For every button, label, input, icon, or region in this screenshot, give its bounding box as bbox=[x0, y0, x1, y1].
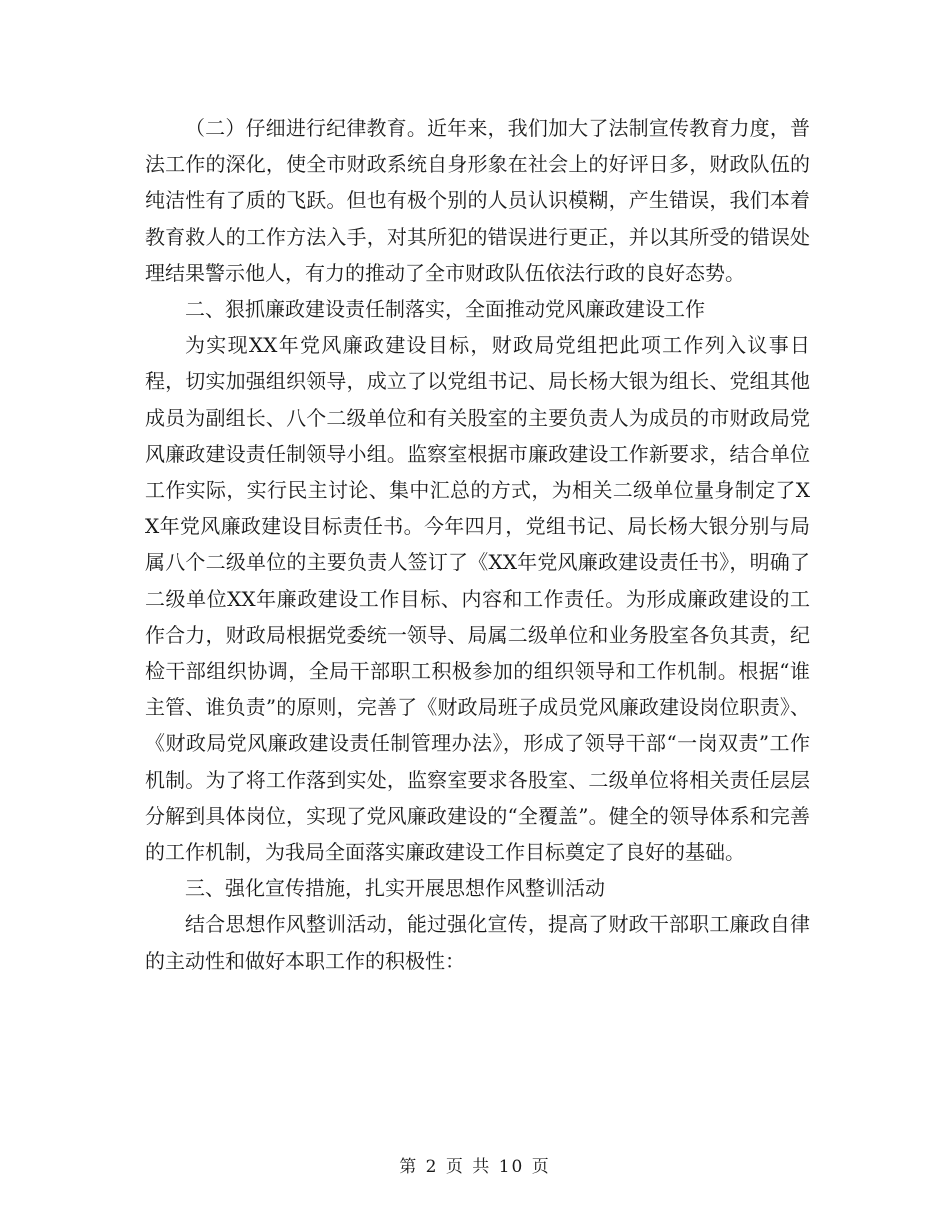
section-heading-3: 三、强化宣传措施，扎实开展思想作风整训活动 bbox=[185, 876, 605, 901]
section-heading-2: 二、狠抓廉政建设责任制落实，全面推动党风廉政建设工作 bbox=[185, 297, 705, 322]
paragraph-discipline-education: （二）仔细进行纪律教育。近年来，我们加大了法制宣传教育力度，普法工作的深化，使全市财政系统自身形象在社会上的好评日多，财政队伍的纯洁性有了质的飞跃。但也有极个别的人员认识模糊，产生错误，我们本着教育救人的工作方法入手，对其所犯的错误进行更正，并以其所受的错误处理结果警示他人，有力的推动了全市财政队伍依法行政的良好态势。 bbox=[145, 116, 810, 285]
paragraph-responsibility-system: 为实现XX年党风廉政建设目标，财政局党组把此项工作列入议事日程，切实加强组织领导，成立了以党组书记、局长杨大银为组长、党组其他成员为副组长、八个二级单位和有关股室的主要负责人为成员的市财政局党风廉政建设责任制领导小组。监察室根据市廉政建设工作新要求，结合单位工作实际，实行民主讨论、集中汇总的方式，为相关二级单位量身制定了XX年党风廉政建设目标责任书。今年四月，党组书记、局长杨大银分别与局属八个二级单位的主要负责人签订了《XX年党风廉政建设责任书》，明确了二级单位XX年廉政建设工作目标、内容和工作责任。为形成廉政建设的工作合力，财政局根据党委统一领导、局属二级单位和业务股室各负其责，纪检干部组织协调，全局干部职工积极参加的组织领导和工作机制。根据“谁主管、谁负责”的原则，完善了《财政局班子成员党风廉政建设岗位职责》、《财政局党风廉政建设责任制管理办法》，形成了领导干部“一岗双责”工作机制。为了将工作落到实处，监察室要求各股室、二级单位将相关责任层层分解到具体岗位，实现了党风廉政建设的“全覆盖”。健全的领导体系和完善的工作机制，为我局全面落实廉政建设工作目标奠定了良好的基础。 bbox=[145, 333, 810, 865]
paragraph-propaganda-measures: 结合思想作风整训活动，能过强化宣传，提高了财政干部职工廉政自律的主动性和做好本职工作的积极性： bbox=[145, 912, 810, 973]
page-number-footer: 第 2 页 共 10 页 bbox=[399, 1157, 551, 1177]
document-body bbox=[145, 110, 810, 979]
